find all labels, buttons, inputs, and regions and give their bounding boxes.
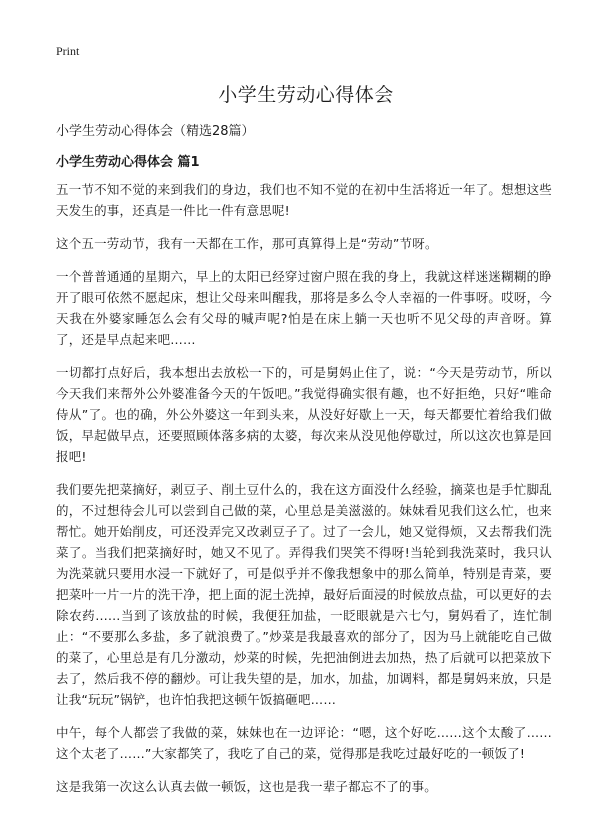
- article-body: [56, 179, 552, 809]
- paragraph-3: 一个普普通通的星期六，早上的太阳已经穿过窗户照在我的身上，我就这样迷迷糊糊的睁开了眼可依然不愿起床，想让父母来叫醒我，那将是多么令人幸福的一件事呀。哎呀，今天我在外婆家睡怎么会有父母的喊声呢?怕是在床上躺一天也听不见父母的声音呀。算了，还是早点起来吧……: [56, 269, 552, 347]
- paragraph-6: 中午，每个人都尝了我做的菜，妹妹也在一边评论：“嗯，这个好吃……这个太酸了……这个太老了……”大家都笑了，我吃了自己的菜，觉得那是我吃过最好吃的一顿饭了!: [56, 725, 552, 761]
- paragraph-1: 五一节不知不觉的来到我们的身边，我们也不知不觉的在初中生活将近一年了。想想这些天发生的事，还真是一件比一件有意思呢!: [56, 182, 552, 218]
- print-link[interactable]: Print: [56, 44, 80, 58]
- paragraph-4: 一切都打点好后，我本想出去放松一下的，可是舅妈止住了，说：“今天是劳动节，所以今天我们来帮外公外婆准备今天的午饭吧。”我觉得确实很有趣，也不好拒绝，只好“唯命侍从”了。也的确，外公外婆这一年到头来，从没好好歇上一天，每天都要忙着给我们做饭，早起做早点，还要照顾体落多病的太婆，每次来从没见他停歇过，所以这次也算是回报吧!: [56, 365, 552, 464]
- page-title: 小学生劳动心得体会: [218, 84, 394, 106]
- document-subtitle: 小学生劳动心得体会（精选28篇）: [56, 124, 255, 139]
- section-heading: 小学生劳动心得体会 篇1: [56, 155, 200, 170]
- paragraph-2: 这个五一劳动节，我有一天都在工作，那可真算得上是“劳动”节呀。: [56, 236, 438, 251]
- paragraph-5: 我们要先把菜摘好，剥豆子、削土豆什么的，我在这方面没什么经验，摘菜也是手忙脚乱的，不过想待会儿可以尝到自己做的菜，心里总是美滋滋的。妹妹看见我们这么忙，也来帮忙。她开始削皮，可还没弄完又改剥豆子了。过了一会儿，她又觉得烦，又去帮我们洗菜了。当我们把菜摘好时，她又不见了。弄得我们哭笑不得呀!当轮到我洗菜时，我只认为洗菜就只要用水浸一下就好了，可是似乎并不像我想象中的那么简单，特别是青菜，要把菜叶一片一片的洗干净，把上面的泥土洗掉，最好后面浸的时候放点盐，可以更好的去除农药……当到了该放盐的时候，我便狂加盐，一眨眼就是六七勺，舅妈看了，连忙制止：“不要那么多盐，多了就浪费了。”炒菜是我最喜欢的部分了，因为马上就能吃自己做的菜了，心里总是有几分激动，炒菜的时候，先把油倒进去加热，热了后就可以把菜放下去了，然后我不停的翻炒。可让我失望的是，加水，加盐，加调料，都是舅妈来放，只是让我“玩玩”锅铲，也许怕我把这顿午饭搞砸吧……: [56, 482, 552, 707]
- paragraph-7: 这是我第一次这么认真去做一顿饭，这也是我一辈子都忘不了的事。: [56, 779, 438, 794]
